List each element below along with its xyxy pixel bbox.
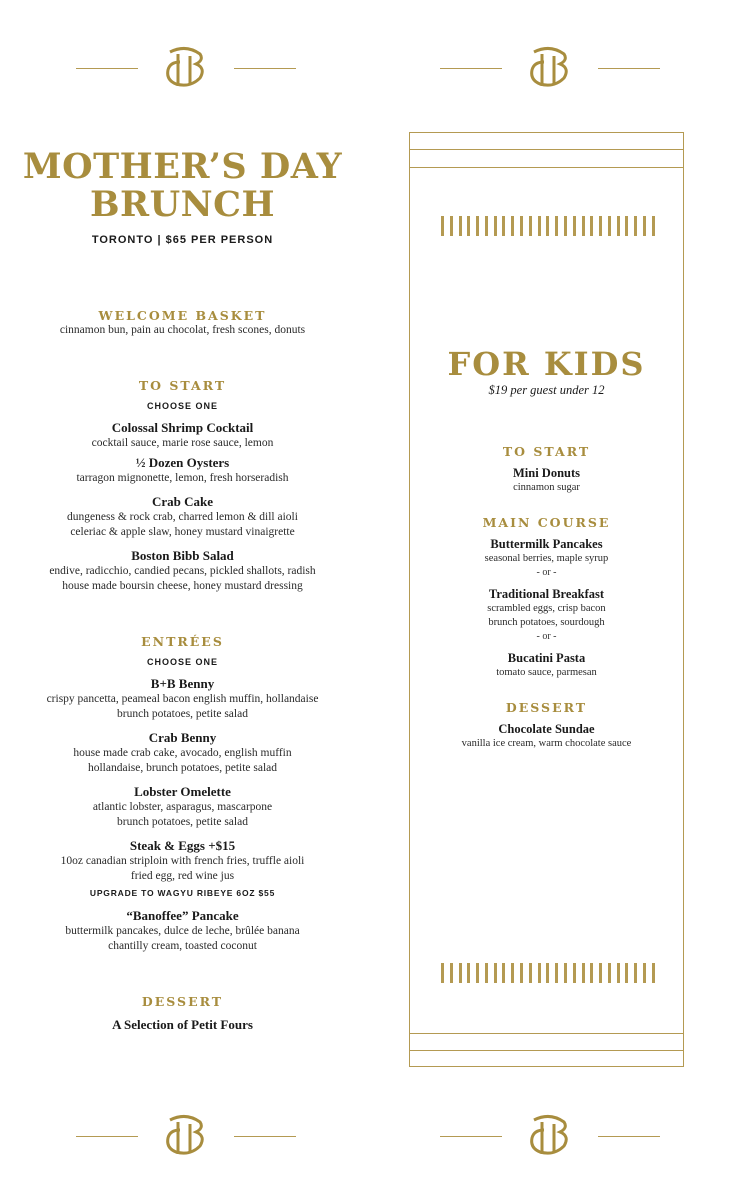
menu-item [20, 420, 345, 451]
title-line-1: MOTHER’S DAY [22, 146, 343, 187]
item-name: Mini Donuts [512, 466, 581, 480]
welcome-section [20, 308, 345, 338]
divider [410, 167, 683, 168]
item-description: atlantic lobster, asparagus, mascarpone [92, 801, 273, 813]
item-name: Boston Bibb Salad [131, 548, 234, 563]
item-name: Buttermilk Pancakes [490, 537, 603, 551]
section-heading: ENTRÉES [141, 634, 224, 649]
item-description: cinnamon bun, pain au chocolat, fresh scones, donuts [59, 324, 306, 336]
kids-to-start-section [409, 444, 684, 495]
item-name: Steak & Eggs +$15 [129, 838, 236, 853]
menu-item [20, 784, 345, 830]
item-description: scrambled eggs, crisp bacon [487, 603, 606, 614]
kids-main-section [409, 515, 684, 680]
divider [234, 68, 296, 69]
item-name: “Banoffee” Pancake [126, 908, 239, 923]
section-heading: TO START [502, 444, 591, 459]
item-name: Crab Benny [148, 730, 217, 745]
item-name: Traditional Breakfast [488, 587, 605, 601]
bb-monogram-icon [520, 1114, 580, 1160]
item-name: Lobster Omelette [134, 784, 231, 799]
menu-subtitle: TORONTO | $65 PER PERSON [91, 234, 274, 246]
upgrade-note: UPGRADE TO WAGYU RIBEYE 6OZ $55 [89, 888, 276, 898]
section-heading: DESSERT [505, 700, 588, 715]
title-line-2: BRUNCH [89, 184, 276, 225]
item-description: seasonal berries, maple syrup [484, 553, 609, 564]
divider [410, 1050, 683, 1051]
item-description: brunch potatoes, sourdough [488, 617, 605, 628]
item-description: cocktail sauce, marie rose sauce, lemon [91, 437, 274, 449]
or-separator: - or - [536, 631, 557, 642]
item-description: fried egg, red wine jus [130, 870, 235, 882]
divider [598, 68, 660, 69]
item-description: house made boursin cheese, honey mustard dressing [62, 580, 303, 592]
item-name: ½ Dozen Oysters [135, 455, 230, 470]
item-description: brunch potatoes, petite salad [117, 708, 248, 720]
item-description: tarragon mignonette, lemon, fresh horseradish [76, 472, 289, 484]
section-heading: MAIN COURSE [482, 515, 611, 530]
item-name: B+B Benny [150, 676, 215, 691]
section-heading: WELCOME BASKET [98, 308, 267, 323]
menu-title [20, 148, 345, 224]
monogram-bottom-right [440, 1114, 660, 1174]
section-heading: DESSERT [141, 994, 224, 1009]
item-description: house made crab cake, avocado, english muffin [73, 747, 292, 759]
item-name: Crab Cake [151, 494, 214, 509]
menu-item [20, 455, 345, 486]
item-description: hollandaise, brunch potatoes, petite salad [87, 762, 278, 774]
menu-item [20, 494, 345, 540]
divider [76, 1136, 138, 1137]
item-name: A Selection of Petit Fours [112, 1017, 253, 1032]
bb-monogram-icon [156, 1114, 216, 1160]
item-description: tomato sauce, parmesan [496, 667, 597, 678]
entrees-section [20, 634, 345, 954]
kids-dessert-section [409, 700, 684, 751]
section-heading: TO START [138, 378, 227, 393]
item-name: Chocolate Sundae [498, 722, 595, 736]
divider [440, 1136, 502, 1137]
menu-item [20, 908, 345, 954]
item-description: endive, radicchio, candied pecans, pickled shallots, radish [49, 565, 316, 577]
to-start-section [20, 378, 345, 594]
monogram-top-left [76, 46, 296, 106]
item-description: dungeness & rock crab, charred lemon & dill aioli [67, 511, 298, 523]
item-name: Bucatini Pasta [507, 651, 586, 665]
bb-monogram-icon [520, 46, 580, 92]
decorative-bars [441, 963, 655, 983]
menu-item [20, 838, 345, 898]
menu-item [20, 676, 345, 722]
brunch-menu [20, 140, 345, 1033]
dessert-section [20, 994, 345, 1033]
item-description: vanilla ice cream, warm chocolate sauce [461, 738, 632, 749]
kids-title: FOR KIDS [447, 345, 646, 383]
divider [410, 149, 683, 150]
choose-one-label: CHOOSE ONE [146, 401, 218, 411]
menu-item [20, 730, 345, 776]
item-description: brunch potatoes, petite salad [117, 816, 248, 828]
divider [598, 1136, 660, 1137]
monogram-bottom-left [76, 1114, 296, 1174]
or-separator: - or - [536, 567, 557, 578]
item-description: chantilly cream, toasted coconut [108, 940, 257, 952]
divider [440, 68, 502, 69]
divider [410, 1033, 683, 1034]
choose-one-label: CHOOSE ONE [146, 657, 218, 667]
menu-item [20, 548, 345, 594]
divider [234, 1136, 296, 1137]
item-description: crispy pancetta, peameal bacon english muffin, hollandaise [46, 693, 319, 705]
item-description: buttermilk pancakes, dulce de leche, brûlée banana [65, 925, 300, 937]
kids-subtitle: $19 per guest under 12 [488, 383, 605, 397]
item-description: 10oz canadian striploin with french fries, truffle aioli [60, 855, 305, 867]
kids-menu [409, 347, 684, 751]
bb-monogram-icon [156, 46, 216, 92]
monogram-top-right [440, 46, 660, 106]
item-name: Colossal Shrimp Cocktail [111, 420, 254, 435]
item-description: celeriac & apple slaw, honey mustard vinaigrette [70, 526, 295, 538]
decorative-bars [441, 216, 655, 236]
item-description: cinnamon sugar [513, 482, 580, 493]
divider [76, 68, 138, 69]
